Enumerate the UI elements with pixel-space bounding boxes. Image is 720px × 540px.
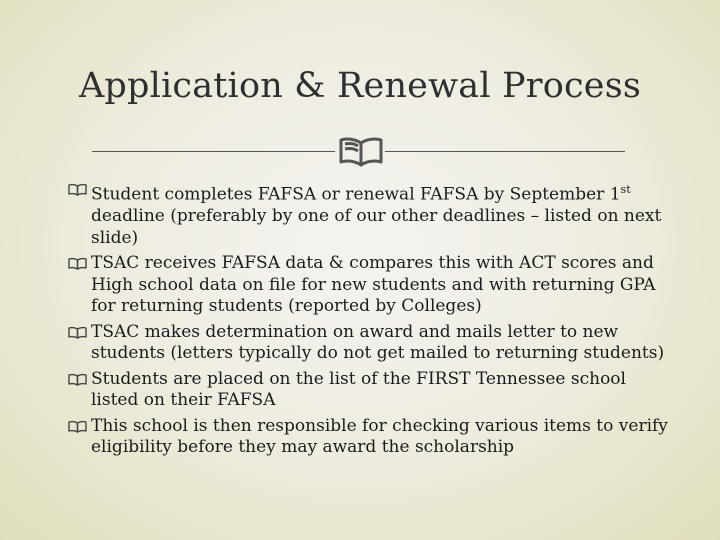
book-spread-icon bbox=[68, 257, 87, 270]
divider-line-left bbox=[92, 151, 335, 152]
book-spread-icon bbox=[68, 326, 87, 339]
bullet-list bbox=[68, 179, 668, 463]
book-spread-icon bbox=[68, 373, 87, 386]
list-item bbox=[68, 179, 668, 249]
bullet-text: deadline (preferably by one of our other deadlines – listed on next slide) bbox=[91, 206, 662, 248]
book-spread-icon bbox=[337, 135, 385, 167]
book-spread-icon bbox=[68, 420, 87, 433]
bullet-text: Student completes FAFSA or renewal FAFSA by September bbox=[91, 184, 610, 205]
bullet-text: Students are placed on the list of the FIRST Tennessee school listed on their FAFSA bbox=[91, 368, 626, 411]
bullet-text: 1 bbox=[609, 184, 621, 205]
list-item bbox=[68, 369, 668, 412]
bullet-text: TSAC makes determination on award and mails letter to new students (letters typically do not get mailed to returning students) bbox=[91, 321, 665, 364]
book-spread-icon bbox=[68, 183, 87, 196]
divider-line-right bbox=[385, 151, 625, 152]
bullet-text: This school is then responsible for checking various items to verify eligibility before they may award the scholarship bbox=[91, 415, 668, 458]
list-item bbox=[68, 322, 668, 365]
list-item bbox=[68, 416, 668, 459]
bullet-text: TSAC receives FAFSA data & compares this with ACT scores and High school data on file for new students and with returning GPA for returning students (reported by Colleges) bbox=[91, 253, 656, 317]
ordinal-suffix: st bbox=[620, 183, 631, 196]
slide-title: Application & Renewal Process bbox=[78, 66, 642, 106]
list-item bbox=[68, 253, 668, 318]
